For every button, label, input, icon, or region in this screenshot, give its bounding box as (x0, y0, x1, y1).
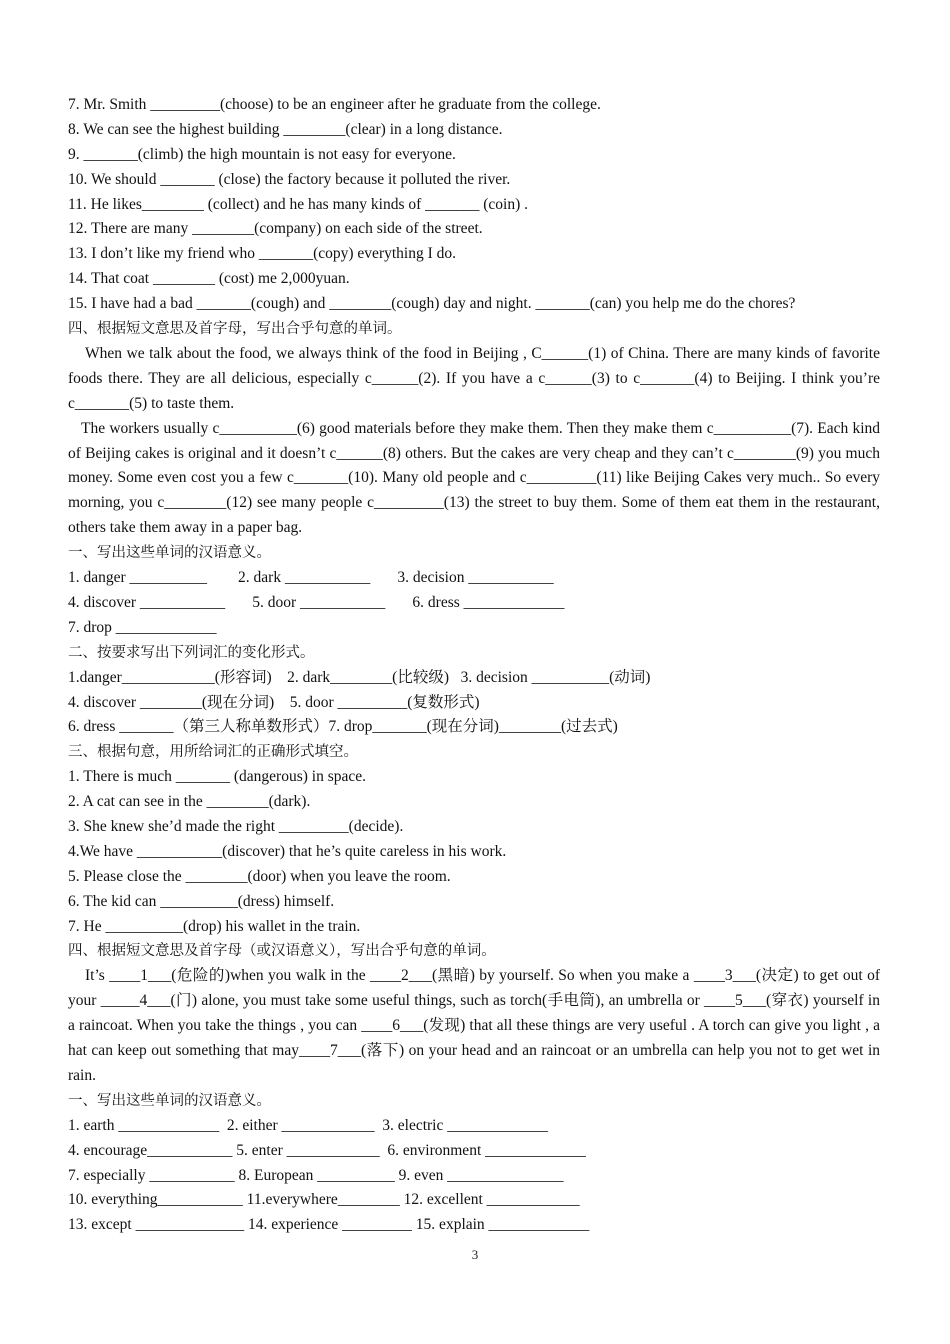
exercise-line: 9. _______(climb) the high mountain is not easy for everyone. (68, 145, 456, 163)
passage-paragraph: It’s ____1___(危险的)when you walk in the ____2___(黑暗) by yourself. So when you make a ____3___(决定) to get out of your _____4___(门) alone, you must take some useful things, such as torch(手电筒), an umbrella or ____5___(穿衣) yourself in a raincoat. When you take the things , you can ____6___(发现) that all these things are very useful . A torch can give you light , a hat can keep out something that may____7___(落下) on your head and an raincoat or an umbrella can help you not to get wet in rain. (68, 967, 880, 1084)
exercise-line: 8. We can see the highest building ________(clear) in a long distance. (68, 120, 503, 138)
exercise-line: 13. I don’t like my friend who _______(copy) everything I do. (68, 245, 456, 263)
exercise-list-a (68, 93, 880, 317)
exercise-line: 4. discover ________(现在分词) 5. door _________(复数形式) (68, 693, 480, 711)
exercise-line: 13. except ______________ 14. experience _________ 15. explain _____________ (68, 1216, 590, 1234)
exercise-line: 4.We have ___________(discover) that he’s quite careless in his work. (68, 842, 507, 860)
exercise-line: 10. We should _______ (close) the factory because it polluted the river. (68, 170, 511, 188)
section-heading: 三、根据句意，用所给词汇的正确形式填空。 (68, 744, 358, 761)
exercise-line: 3. She knew she’d made the right _________(decide). (68, 817, 404, 835)
section-heading: 四、根据短文意思及首字母，写出合乎句意的单词。 (68, 321, 402, 338)
exercise-line: 12. There are many ________(company) on each side of the street. (68, 220, 483, 238)
exercise-line: 7. Mr. Smith _________(choose) to be an engineer after he graduate from the college. (68, 96, 601, 113)
exercise-list-e (68, 1114, 880, 1238)
exercise-line: 11. He likes________ (collect) and he has many kinds of _______ (coin) . (68, 195, 529, 213)
exercise-line: 10. everything___________ 11.everywhere________ 12. excellent ____________ (68, 1191, 580, 1209)
exercise-list-c (68, 666, 880, 741)
section-heading: 四、根据短文意思及首字母（或汉语意义），写出合乎句意的单词。 (68, 943, 496, 960)
page-number: 3 (471, 1247, 479, 1262)
exercise-line: 1. There is much _______ (dangerous) in space. (68, 768, 367, 786)
exercise-list-d (68, 765, 880, 939)
exercise-line: 5. Please close the ________(door) when you leave the room. (68, 867, 451, 885)
passage-paragraph: The workers usually c__________(6) good materials before they make them. Then they make them c__________(7). Each kind of Beijing cakes is original and it doesn’t c______(8) others. But the cakes are very cheap and they can’t c________(9) you much money. Some even cost you a few c_______(10). Many old people and c_________(11) like Beijing Cakes very much.. So every morning, you c________(12) see many people c_________(13) the street to buy them. Some of them eat them in the restaurant, others take them away in a paper bag. (68, 419, 880, 537)
exercise-line: 7. especially ___________ 8. European __________ 9. even _______________ (68, 1166, 564, 1184)
exercise-line: 6. The kid can __________(dress) himself. (68, 892, 335, 910)
passage-paragraph: When we talk about the food, we always think of the food in Beijing , C______(1) of China. There are many kinds of favorite foods there. They are all delicious, especially c______(2). If you have a c______(3) to c_______(4) to Beijing. I think you’re c_______(5) to taste them. (68, 344, 880, 412)
exercise-list-b (68, 566, 880, 641)
exercise-line: 2. A cat can see in the ________(dark). (68, 793, 311, 811)
exercise-line: 6. dress _______（第三人称单数形式）7. drop_______(现在分词)________(过去式) (68, 718, 618, 736)
exercise-line: 7. He __________(drop) his wallet in the train. (68, 917, 361, 935)
section-heading: 二、按要求写出下列词汇的变化形式。 (68, 644, 315, 661)
exercise-line: 4. discover ___________ 5. door ___________ 6. dress _____________ (68, 593, 565, 611)
exercise-line: 1. danger __________ 2. dark ___________ 3. decision ___________ (68, 569, 554, 587)
exercise-line: 1. earth _____________ 2. either ____________ 3. electric _____________ (68, 1116, 548, 1134)
exercise-line: 7. drop _____________ (68, 618, 217, 636)
exercise-line: 15. I have had a bad _______(cough) and ________(cough) day and night. _______(can) you help me do the chores? (68, 295, 796, 313)
exercise-line: 14. That coat ________ (cost) me 2,000yuan. (68, 270, 350, 288)
worksheet-page (68, 93, 880, 1238)
section-heading: 一、写出这些单词的汉语意义。 (68, 1092, 271, 1109)
section-heading: 一、写出这些单词的汉语意义。 (68, 545, 271, 562)
exercise-line: 1.danger____________(形容词) 2. dark________(比较级) 3. decision __________(动词) (68, 668, 651, 686)
exercise-line: 4. encourage___________ 5. enter ____________ 6. environment _____________ (68, 1141, 586, 1159)
